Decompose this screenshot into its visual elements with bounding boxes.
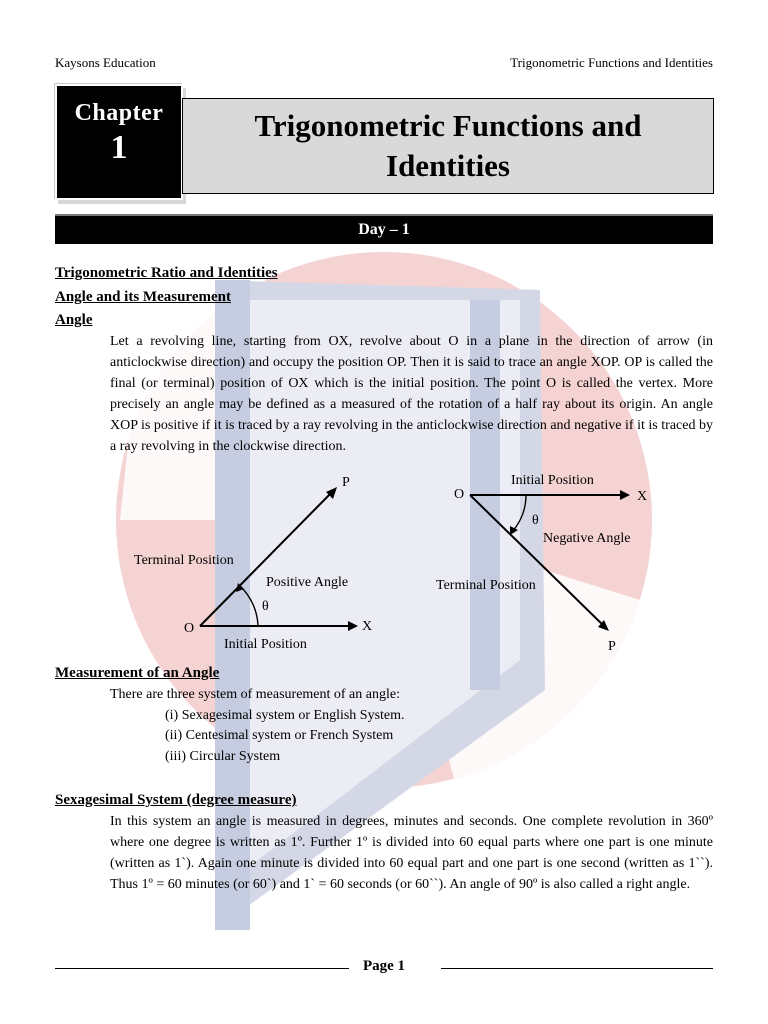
header-left: Kaysons Education — [55, 55, 156, 70]
label-terminal-position: Terminal Position — [134, 553, 234, 568]
angle-paragraph: Let a revolving line, starting from OX, revolve about O in a plane in the direction of arrow (in anticlockwise direction) and occupy the position OP. Then it is said to trace an angle XOP. OP is called the final (or terminal) position of OX which is the initial position. The point O is called the vertex. More precisely an angle may be defined as a measured of the rotation of a half ray about its origin. An angle XOP is positive if it is traced by a ray revolving in the anticlockwise direction and negative if it is traced by a ray revolving in the clockwise direction. — [110, 334, 713, 454]
section-heading-trig: Trigonometric Ratio and Identities — [55, 265, 278, 281]
arc-arrowhead — [510, 526, 518, 535]
label-positive-angle: Positive Angle — [266, 575, 349, 590]
angle-arc — [512, 495, 526, 532]
title-box — [182, 98, 714, 194]
label-terminal-position: Terminal Position — [436, 578, 536, 593]
label-x: X — [637, 489, 648, 504]
page-number — [0, 958, 768, 975]
header-right: Trigonometric Functions and Identities — [510, 55, 713, 70]
chapter-number: 1 — [110, 129, 128, 166]
arrowhead-x — [348, 621, 358, 631]
angle-arc — [240, 586, 258, 626]
label-theta: θ — [532, 513, 539, 528]
label-initial-position: Initial Position — [511, 473, 594, 488]
label-o: O — [454, 487, 465, 502]
section-heading-angle-measurement: Angle and its Measurement — [55, 289, 231, 305]
section-heading-angle: Angle — [55, 312, 93, 328]
label-p: P — [608, 639, 616, 654]
positive-angle-diagram — [120, 468, 390, 658]
system-item: (ii) Centesimal system or French System — [165, 728, 394, 743]
chapter-label: Chapter — [74, 100, 164, 126]
label-p: P — [342, 475, 350, 490]
day-bar: Day – 1 — [55, 214, 713, 244]
label-x: X — [362, 619, 373, 634]
negative-angle-diagram — [430, 468, 660, 658]
label-initial-position: Initial Position — [224, 637, 307, 652]
sexagesimal-paragraph: In this system an angle is measured in degrees, minutes and seconds. One complete revolution in 360º where one degree is written as 1º. Further 1º is divided into 60 equal parts where one part is one minute (written as 1`). Again one minute is divided into 60 equal part and one part is one second (written as 1``). Thus 1º = 60 minutes (or 60`) and 1` = 60 seconds (or 60``). An angle of 90º is also called a right angle. — [110, 814, 713, 892]
label-o: O — [184, 621, 195, 636]
label-negative-angle: Negative Angle — [543, 531, 631, 546]
system-item: (iii) Circular System — [165, 749, 281, 764]
section-heading-sexagesimal: Sexagesimal System (degree measure) — [55, 792, 297, 808]
arrowhead-x — [620, 490, 630, 500]
page-number-label: Page 1 — [355, 958, 413, 974]
measurement-intro: There are three system of measurement of an angle: — [110, 687, 400, 702]
section-heading-measurement: Measurement of an Angle — [55, 665, 220, 681]
system-item: (i) Sexagesimal system or English System. — [165, 708, 405, 723]
chapter-title: Trigonometric Functions and Identities — [254, 108, 642, 183]
chapter-box — [55, 84, 183, 200]
label-theta: θ — [262, 599, 269, 614]
